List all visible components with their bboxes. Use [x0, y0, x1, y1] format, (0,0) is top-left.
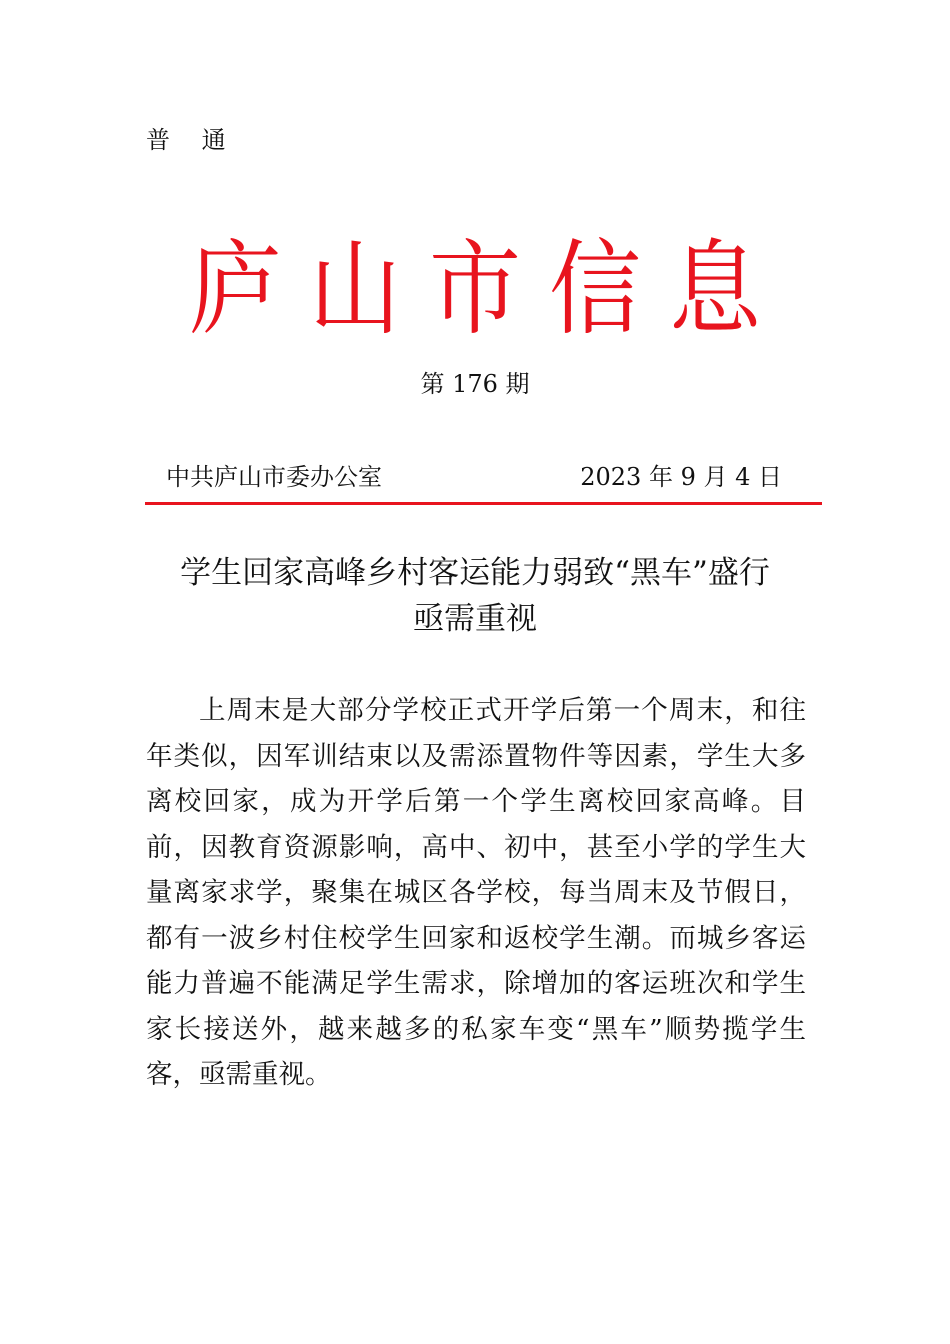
article-title-line-2: 亟需重视	[413, 601, 537, 637]
article-body: 上周末是大部分学校正式开学后第一个周末，和往年类似，因军训结束以及需添置物件等因素，学生大多离校回家，成为开学后第一个学生离校回家高峰。目前，因教育资源影响，高中、初中，甚至小学的学生大量离家求学，聚集在城区各学校，每当周末及节假日，都有一波乡村住校学生回家和返校学生潮。而城乡客运能力普遍不能满足学生需求，除增加的客运班次和学生家长接送外，越来越多的私家车变“黑车”顺势揽学生客，亟需重视。	[146, 695, 806, 1090]
article-title-line-1: 学生回家高峰乡村客运能力弱致“黑车”盛行	[180, 555, 770, 591]
masthead-divider	[145, 502, 822, 505]
masthead-title: 庐山市信息	[188, 229, 789, 349]
issue-number: 第 176 期	[420, 370, 530, 398]
classification-label: 普 通	[146, 126, 238, 154]
article-title	[120, 550, 830, 642]
issuer-name: 中共庐山市委办公室	[166, 463, 382, 491]
issue-date: 2023 年 9 月 4 日	[580, 463, 782, 491]
